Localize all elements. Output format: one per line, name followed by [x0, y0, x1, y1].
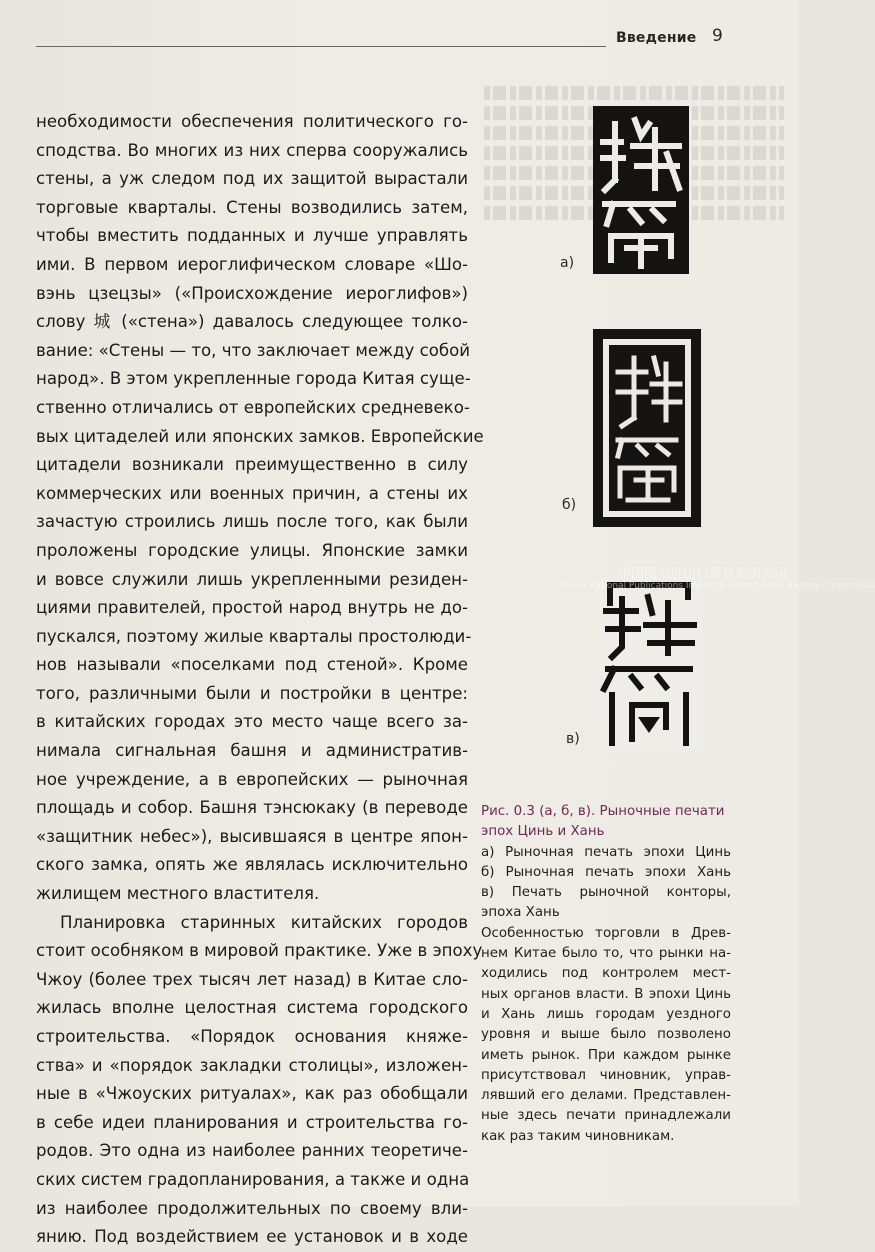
text-line: сподства. Во многих из них сперва сооружались [36, 140, 468, 160]
main-text-column [36, 108, 484, 1252]
caption-body-line: иметь рынок. При каждом рынке [481, 1047, 731, 1063]
caption-item: а) Рыночная печать эпохи Цинь [481, 844, 731, 860]
caption-body-line: лявший его делами. Представлен- [481, 1088, 731, 1104]
caption-body-line: Особенностью торговли в Древ- [481, 925, 731, 941]
seal-a-image [593, 106, 689, 274]
text-line: Чжоу (более трех тысяч лет назад) в Китае сло- [36, 969, 468, 989]
text-line: нов называли «поселками под стеной». Кроме [36, 655, 468, 675]
header-rule [36, 46, 606, 47]
text-line: стоит особняком в мировой практике. Уже в эпоху [36, 941, 483, 961]
text-line: проложены городские улицы. Японские замки [36, 540, 468, 560]
text-line: пускался, поэтому жилые кварталы простолюди- [36, 626, 472, 646]
text-line: площадь и собор. Башня тэнсюкаку (в переводе [36, 798, 468, 818]
caption-body-line: как раз таким чиновникам. [481, 1128, 675, 1144]
text-line: «защитник небес»), высившаяся в центре япон- [36, 826, 468, 846]
caption-body-line: уровня и выше было позволено [481, 1027, 731, 1043]
figure-label-a: а) [560, 255, 575, 271]
text-line: ских систем градопланирования, а также и одна [36, 1169, 470, 1189]
seal-b-image [592, 328, 702, 528]
caption-body-line: нем Китае было то, что рынки на- [481, 946, 731, 962]
text-line: ства» и «порядок закладки столицы», изложен- [36, 1055, 468, 1075]
text-line: стены, а уж следом под их защитой вырастали [36, 169, 468, 189]
text-line: вых цитаделей или японских замков. Европейские [36, 426, 484, 446]
text-line: ственно отличались от европейских средневеко- [36, 397, 470, 417]
text-line: и вовсе служили лишь укрепленными резиден- [36, 569, 468, 589]
caption-body-line: присутствовал чиновник, управ- [481, 1067, 731, 1083]
text-line: в китайских городах это место чаще всего за- [36, 712, 468, 732]
watermark-text: 中国图书进出口贸易集团公司 [618, 567, 788, 582]
text-line: вание: «Стены — то, что заключает между собой [36, 340, 471, 360]
caption-body-line: ных органов власти. В эпохи Цинь [481, 986, 731, 1002]
text-line: жилищем местного властителя. [36, 884, 320, 904]
caption-body-line: ходились под контролем мест- [481, 966, 731, 982]
text-line: цитадели возникали преимущественно в силу [36, 455, 468, 475]
text-line: слову 城 («стена») давалось следующее толко- [36, 312, 468, 332]
caption-title-line: эпох Цинь и Хань [481, 824, 605, 840]
text-line: из наиболее продолжительных по своему вли- [36, 1198, 468, 1218]
text-line: в себе идеи планирования и строительства го- [36, 1112, 468, 1132]
text-line: чтобы вместить подданных и лучше управлять [36, 226, 468, 246]
caption-body-line: ные здесь печати принадлежали [481, 1108, 731, 1124]
seal-v-image [596, 577, 702, 749]
text-line: строительства. «Порядок основания княже- [36, 1027, 468, 1046]
caption-body-line: и Хань лишь городам уездного [481, 1006, 731, 1022]
text-line: ими. В первом иероглифическом словаре «Шо- [36, 254, 468, 274]
text-line: ное учреждение, а в европейских — рыночная [36, 769, 468, 789]
caption-item: б) Рыночная печать эпохи Хань [481, 864, 731, 880]
text-line: зачастую строились лишь после того, как были [36, 512, 468, 532]
watermark-subtext: China National Publications Import & Export Book Trading Corporation [560, 581, 875, 591]
text-line: народ». В этом укрепленные города Китая суще- [36, 369, 471, 389]
text-line: коммерческих или военных причин, а стены их [36, 483, 468, 503]
figure-label-b: б) [562, 497, 577, 513]
text-line: Планировка старинных китайских городов [60, 912, 468, 932]
running-head: Введение [616, 30, 697, 46]
caption-item: эпоха Хань [481, 905, 560, 921]
text-line: необходимости обеспечения политического го- [36, 112, 468, 131]
figure-caption [481, 802, 731, 1147]
text-line: родов. Это одна из наиболее ранних теоретиче- [36, 1141, 468, 1161]
text-line: вэнь цзецзы» («Происхождение иероглифов») [36, 283, 468, 303]
text-line: нимала сигнальная башня и административ- [36, 741, 468, 761]
text-line: жилась вполне целостная система городского [36, 998, 468, 1018]
text-line: ные в «Чжоуских ритуалах», как раз обобщали [36, 1084, 468, 1104]
text-line: циями правителей, простой народ внутрь не до- [36, 598, 468, 618]
caption-item: в) Печать рыночной конторы, [481, 885, 731, 901]
text-line: ского замка, опять же являлась исключительно [36, 855, 468, 875]
page-number: 9 [712, 26, 723, 46]
text-line: торговые кварталы. Стены возводились затем, [36, 197, 468, 217]
figure-label-v: в) [566, 731, 580, 747]
caption-title-line: Рис. 0.3 (а, б, в). Рыночные печати [481, 804, 725, 819]
text-line: янию. Под воздействием ее установок и в ходе [36, 1227, 468, 1247]
text-line: того, различными были и постройки в центре: [36, 683, 468, 703]
